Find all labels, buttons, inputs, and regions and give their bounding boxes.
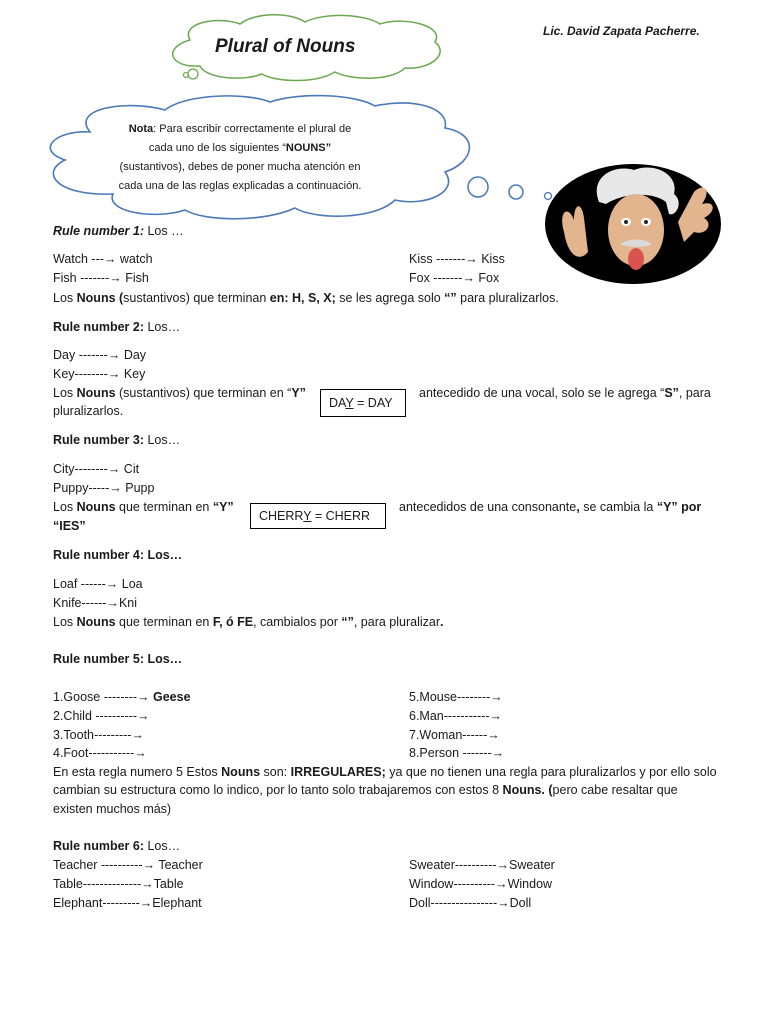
rule5-item: 8.Person -------→ <box>409 746 505 760</box>
einstein-photo <box>544 162 722 286</box>
rule2-example: Key--------→ Key <box>53 367 146 381</box>
rule6-example: Elephant---------→Elephant <box>53 896 202 910</box>
rule5-item: 5.Mouse--------→ <box>409 690 503 704</box>
rule5-item: 7.Woman------→ <box>409 728 500 742</box>
rule3-example: City--------→ Cit <box>53 462 140 476</box>
note-text: Nota: Para escribir correctamente el plural de cada uno de los siguientes “NOUNS” (sustantivos), debes de poner mucha atención en cada una de las reglas explicadas a continuación. <box>118 123 362 192</box>
rule4-example: Knife------→Kni <box>53 596 138 610</box>
rule6-example: Table--------------→Table <box>53 877 184 891</box>
rule1-example: Fox -------→ Fox <box>409 271 500 285</box>
rule6-example: Teacher ----------→ Teacher <box>53 858 203 872</box>
rule5-item: 2.Child ----------→ <box>53 709 150 723</box>
rule3-example-box: CHERRY = CHERR <box>250 503 386 529</box>
rule1-heading: Rule number 1: Los … <box>53 224 184 238</box>
rule1-explanation: Los Nouns (sustantivos) que terminan en: H, S, X; se les agrega solo “” para pluralizarlos. <box>53 291 559 305</box>
rule5-item: 6.Man-----------→ <box>409 709 503 723</box>
rule5-explanation: En esta regla numero 5 Estos Nouns son: IRREGULARES; ya que no tienen una regla para pluralizarlos y por ello solo <box>53 765 717 779</box>
rule5-explanation: existen muchos más) <box>53 802 172 816</box>
rule4-example: Loaf ------→ Loa <box>53 577 143 591</box>
rule5-item: 4.Foot-----------→ <box>53 746 147 760</box>
rule5-explanation: cambian su estructura como lo indico, por lo tanto solo trabajaremos con estos 8 Nouns. (pero cabe resaltar que <box>53 783 678 797</box>
rule2-example-box: DAY = DAY <box>320 389 406 417</box>
rule2-explanation-cont: antecedido de una vocal, solo se le agrega “S”, para <box>419 386 711 400</box>
rule4-explanation: Los Nouns que terminan en F, ó FE, cambialos por “”, para pluralizar. <box>53 615 444 629</box>
rule3-explanation-cont: antecedidos de una consonante, se cambia la “Y” por <box>399 500 702 514</box>
rule2-example: Day -------→ Day <box>53 348 147 362</box>
rule5-item: 3.Tooth---------→ <box>53 728 144 742</box>
rule2-explanation-end: pluralizarlos. <box>53 404 124 418</box>
page-title: Plural of Nouns <box>215 36 356 57</box>
rule6-heading: Rule number 6: Los… <box>53 839 181 853</box>
rule6-example: Window----------→Window <box>409 877 553 891</box>
rule3-example: Puppy-----→ Pupp <box>53 481 155 495</box>
rule6-example: Sweater----------→Sweater <box>409 858 555 872</box>
rule3-explanation-end: “IES” <box>53 519 86 533</box>
rule3-heading: Rule number 3: Los… <box>53 433 181 447</box>
author: Lic. David Zapata Pacherre. <box>543 24 700 38</box>
rule1-example: Kiss -------→ Kiss <box>409 252 505 266</box>
rule2-heading: Rule number 2: Los… <box>53 320 181 334</box>
rule1-example: Watch ---→ watch <box>53 252 153 266</box>
rule2-explanation: Los Nouns (sustantivos) que terminan en “Y” <box>53 386 306 400</box>
rule4-heading: Rule number 4: Los… <box>53 548 183 562</box>
rule3-explanation: Los Nouns que terminan en “Y” <box>53 500 234 514</box>
rule5-heading: Rule number 5: Los… <box>53 652 183 666</box>
rule5-item: 1.Goose --------→ Geese <box>53 690 191 704</box>
rule6-example: Doll----------------→Doll <box>409 896 532 910</box>
rule1-example: Fish -------→ Fish <box>53 271 149 285</box>
